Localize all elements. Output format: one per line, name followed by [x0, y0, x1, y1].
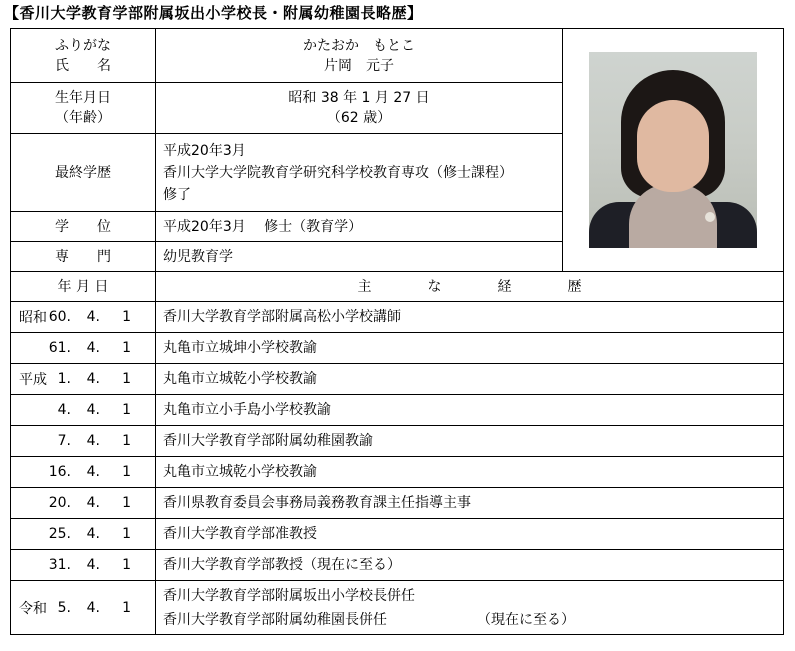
- history-month: 4.: [86, 433, 100, 449]
- table-row: [11, 395, 784, 426]
- history-day: 1: [122, 526, 131, 542]
- history-year: 1.: [57, 371, 71, 387]
- portrait-cell: [563, 29, 784, 272]
- history-header-char: 歴: [567, 278, 582, 295]
- history-day: 1: [122, 402, 131, 418]
- table-row: [11, 550, 784, 581]
- name-value: 片岡 元子: [324, 57, 394, 74]
- history-era: 令和: [19, 600, 47, 617]
- history-month: 4.: [86, 557, 100, 573]
- table-row: [11, 302, 784, 333]
- birth-date: 昭和 38 年 1 月 27 日: [288, 90, 430, 106]
- history-year: 20.: [48, 495, 71, 511]
- history-date-cell: [11, 426, 156, 457]
- history-header-char: 主: [357, 278, 372, 295]
- history-year: 16.: [48, 464, 71, 480]
- table-row: [11, 519, 784, 550]
- history-date-cell: [11, 395, 156, 426]
- name-value-cell: [156, 29, 563, 83]
- table-row: [11, 457, 784, 488]
- history-text: 香川大学教育学部附属幼稚園教諭: [156, 426, 784, 457]
- history-year: 7.: [57, 433, 71, 449]
- education-line: 香川大学大学院教育学研究科学校教育専攻（修士課程）: [163, 164, 513, 181]
- history-month: 4.: [86, 371, 100, 387]
- table-row: [11, 488, 784, 519]
- education-line: 修了: [163, 186, 191, 203]
- history-date-cell: [11, 302, 156, 333]
- history-month: 4.: [86, 599, 100, 616]
- page-title: 【香川大学教育学部附属坂出小学校長・附属幼稚園長略歴】: [4, 4, 423, 22]
- history-text: 香川大学教育学部教授（現在に至る）: [156, 550, 784, 581]
- furigana-label: ふりがな: [55, 37, 111, 54]
- portrait-photo: [589, 52, 757, 248]
- history-content-header: [156, 272, 784, 302]
- history-date-cell: [11, 333, 156, 364]
- table-row: [11, 581, 784, 635]
- history-year: 5.: [57, 599, 71, 616]
- history-header-char: な: [427, 278, 442, 295]
- specialty-label: 専 門: [11, 242, 156, 272]
- history-date-cell: [11, 488, 156, 519]
- history-date-header: 年 月 日: [11, 272, 156, 302]
- history-date-cell: [11, 581, 156, 635]
- history-month: 4.: [86, 464, 100, 480]
- history-note: （現在に至る）: [477, 611, 575, 628]
- history-day: 1: [122, 464, 131, 480]
- history-text: 香川県教育委員会事務局義務教育課主任指導主事: [156, 488, 784, 519]
- history-day: 1: [122, 599, 131, 616]
- history-text: 丸亀市立城乾小学校教諭: [156, 457, 784, 488]
- history-day: 1: [122, 495, 131, 511]
- history-text-cell: [156, 581, 784, 635]
- specialty-value: 幼児教育学: [156, 242, 563, 272]
- history-text: 丸亀市立城乾小学校教諭: [156, 364, 784, 395]
- history-text: 香川大学教育学部附属幼稚園長併任: [163, 611, 387, 628]
- birth-value-cell: [156, 83, 563, 134]
- history-date-cell: [11, 457, 156, 488]
- education-line: 平成20年3月: [163, 142, 246, 159]
- age-label: （年齢）: [55, 110, 111, 126]
- history-text: 香川大学教育学部准教授: [156, 519, 784, 550]
- history-header-char: 経: [497, 278, 512, 295]
- history-era: 昭和: [19, 310, 47, 326]
- furigana-value: かたおか もとこ: [303, 37, 415, 54]
- history-day: 1: [122, 340, 131, 356]
- history-text: 香川大学教育学部附属坂出小学校長併任: [163, 587, 415, 604]
- history-day: 1: [122, 433, 131, 449]
- history-year: 4.: [57, 402, 71, 418]
- history-year: 61.: [48, 340, 71, 356]
- history-text: 丸亀市立小手島小学校教諭: [156, 395, 784, 426]
- history-day: 1: [122, 309, 131, 325]
- name-label: 氏 名: [55, 57, 111, 74]
- history-text: 香川大学教育学部附属高松小学校講師: [156, 302, 784, 333]
- history-era: 平成: [19, 372, 47, 388]
- history-text: 丸亀市立城坤小学校教諭: [156, 333, 784, 364]
- history-date-cell: [11, 364, 156, 395]
- degree-label: 学 位: [11, 212, 156, 242]
- history-year: 31.: [48, 557, 71, 573]
- education-label: 最終学歴: [11, 134, 156, 212]
- name-label-cell: [11, 29, 156, 83]
- history-month: 4.: [86, 526, 100, 542]
- history-month: 4.: [86, 309, 100, 325]
- history-date-cell: [11, 519, 156, 550]
- history-month: 4.: [86, 402, 100, 418]
- age-value: （62 歳）: [326, 110, 392, 126]
- birth-label: 生年月日: [55, 90, 111, 106]
- table-row: [11, 364, 784, 395]
- profile-table: [10, 28, 784, 635]
- table-row: [11, 426, 784, 457]
- table-row: [11, 333, 784, 364]
- history-date-cell: [11, 550, 156, 581]
- history-day: 1: [122, 557, 131, 573]
- education-cell: [156, 134, 563, 212]
- history-year: 25.: [48, 526, 71, 542]
- history-day: 1: [122, 371, 131, 387]
- history-month: 4.: [86, 340, 100, 356]
- birth-label-cell: [11, 83, 156, 134]
- history-month: 4.: [86, 495, 100, 511]
- degree-value: 平成20年3月 修士（教育学）: [156, 212, 563, 242]
- history-year: 60.: [48, 309, 71, 325]
